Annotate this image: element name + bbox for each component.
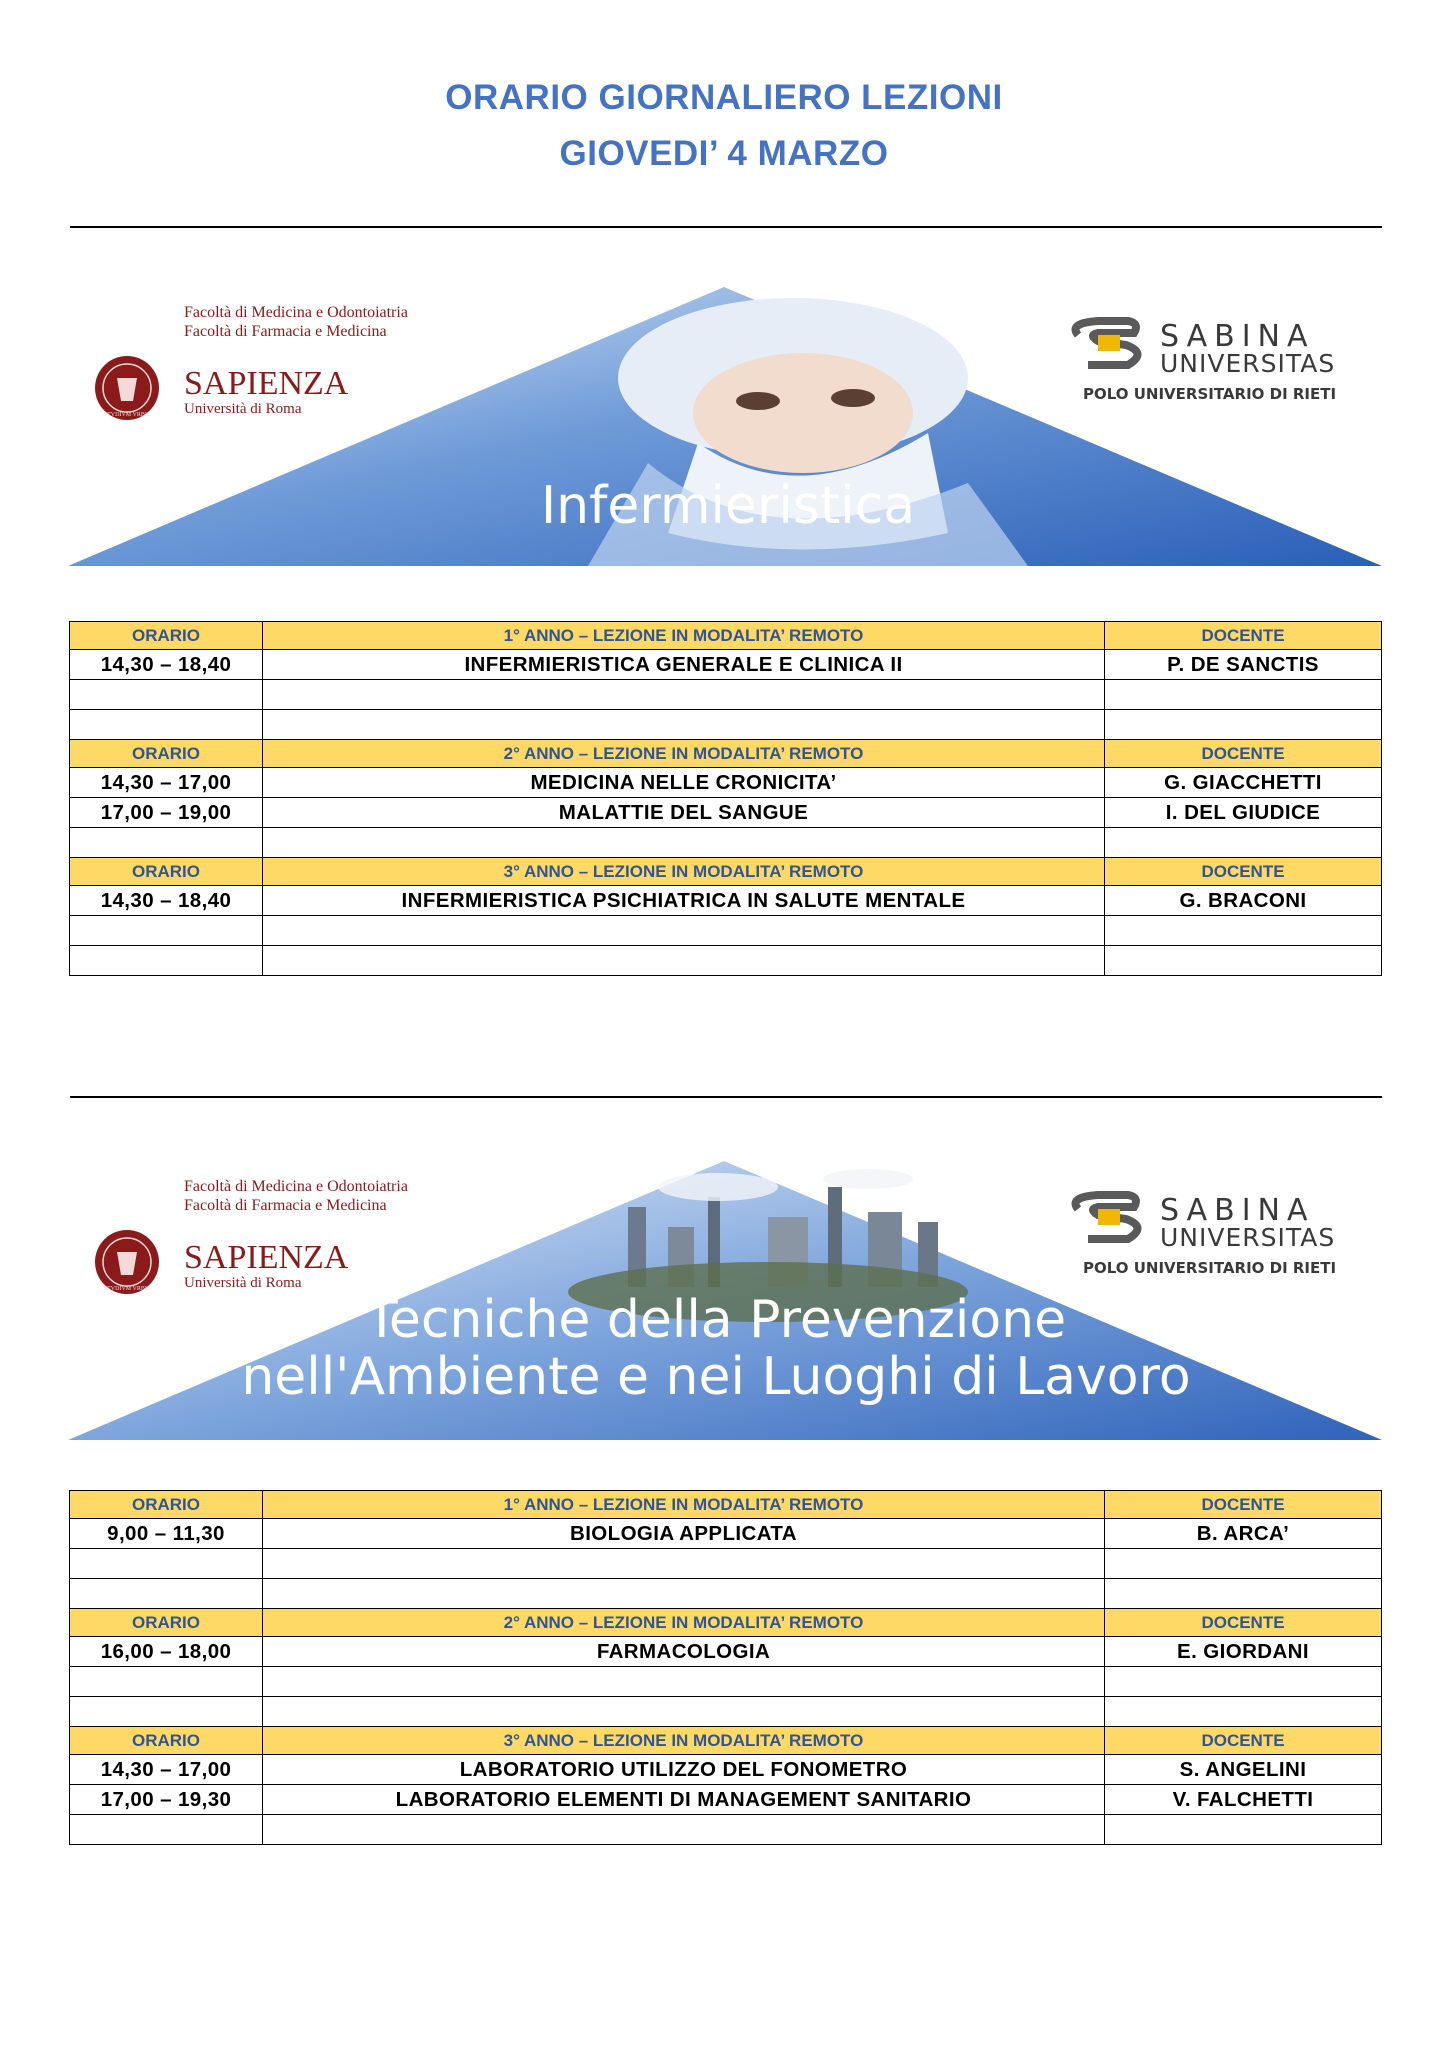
- sabina-logo: [1076, 1193, 1337, 1277]
- cell-orario: 14,30 – 18,40: [70, 886, 263, 916]
- header-orario: ORARIO: [70, 740, 263, 768]
- cell-docente: V. FALCHETTI: [1105, 1785, 1382, 1815]
- cell-docente: [1105, 710, 1382, 740]
- cell-orario: [70, 1549, 263, 1579]
- sapienza-subtitle: Università di Roma: [184, 1275, 302, 1291]
- header-anno: 2° ANNO – LEZIONE IN MODALITA’ REMOTO: [263, 1609, 1105, 1637]
- cell-orario: [70, 946, 263, 976]
- banner-tecniche-prevenzione: [68, 1157, 1382, 1440]
- table-header-row: [70, 622, 1382, 650]
- table-row: [70, 946, 1382, 976]
- sapienza-name: SAPIENZA: [184, 1239, 349, 1276]
- cell-orario: [70, 1579, 263, 1609]
- cell-lezione: [263, 916, 1105, 946]
- header-docente: DOCENTE: [1105, 1491, 1382, 1519]
- sapienza-name: SAPIENZA: [184, 365, 349, 402]
- book-icon: [1098, 335, 1120, 351]
- cell-lezione: [263, 1667, 1105, 1697]
- header-anno: 3° ANNO – LEZIONE IN MODALITA’ REMOTO: [263, 858, 1105, 886]
- table-row: [70, 1579, 1382, 1609]
- sapienza-logo: [95, 304, 408, 420]
- cell-docente: [1105, 1667, 1382, 1697]
- cell-lezione: [263, 680, 1105, 710]
- cell-docente: [1105, 1579, 1382, 1609]
- cell-orario: 14,30 – 17,00: [70, 768, 263, 798]
- header-orario: ORARIO: [70, 858, 263, 886]
- header-docente: DOCENTE: [1105, 1609, 1382, 1637]
- table-row: [70, 650, 1382, 680]
- cell-docente: [1105, 1815, 1382, 1845]
- cell-docente: P. DE SANCTIS: [1105, 650, 1382, 680]
- cell-orario: [70, 916, 263, 946]
- banner-title-line1: Tecniche della Prevenzione: [365, 1290, 1067, 1350]
- cell-docente: [1105, 1549, 1382, 1579]
- header-docente: DOCENTE: [1105, 622, 1382, 650]
- header-docente: DOCENTE: [1105, 1727, 1382, 1755]
- header-anno: 2° ANNO – LEZIONE IN MODALITA’ REMOTO: [263, 740, 1105, 768]
- cell-docente: B. ARCA’: [1105, 1519, 1382, 1549]
- cell-docente: [1105, 946, 1382, 976]
- cell-orario: 14,30 – 17,00: [70, 1755, 263, 1785]
- header-orario: ORARIO: [70, 1727, 263, 1755]
- cell-lezione: [263, 1579, 1105, 1609]
- banner-infermieristica: [68, 283, 1382, 566]
- sapienza-logo: [95, 1178, 408, 1294]
- header-docente: DOCENTE: [1105, 858, 1382, 886]
- table-row: [70, 1549, 1382, 1579]
- faculty-line1: Facoltà di Medicina e Odontoiatria: [184, 304, 408, 321]
- cell-lezione: LABORATORIO UTILIZZO DEL FONOMETRO: [263, 1755, 1105, 1785]
- sabina-universitas: UNIVERSITAS: [1160, 349, 1336, 378]
- cell-lezione: [263, 1697, 1105, 1727]
- cell-orario: [70, 1667, 263, 1697]
- header-orario: ORARIO: [70, 1491, 263, 1519]
- table-row: [70, 1667, 1382, 1697]
- table-row: [70, 1519, 1382, 1549]
- cell-docente: [1105, 828, 1382, 858]
- table-row: [70, 1815, 1382, 1845]
- sabina-universitas: UNIVERSITAS: [1160, 1223, 1336, 1252]
- table-row: [70, 798, 1382, 828]
- header-anno: 3° ANNO – LEZIONE IN MODALITA’ REMOTO: [263, 1727, 1105, 1755]
- cell-lezione: FARMACOLOGIA: [263, 1637, 1105, 1667]
- cell-orario: [70, 828, 263, 858]
- table-row: [70, 1637, 1382, 1667]
- table-header-row: [70, 1609, 1382, 1637]
- cell-lezione: BIOLOGIA APPLICATA: [263, 1519, 1105, 1549]
- faculty-line1: Facoltà di Medicina e Odontoiatria: [184, 1178, 408, 1195]
- cell-docente: [1105, 916, 1382, 946]
- cell-lezione: [263, 828, 1105, 858]
- cell-docente: G. BRACONI: [1105, 886, 1382, 916]
- table-row: [70, 828, 1382, 858]
- header-docente: DOCENTE: [1105, 740, 1382, 768]
- cell-lezione: [263, 710, 1105, 740]
- cell-docente: G. GIACCHETTI: [1105, 768, 1382, 798]
- cell-orario: [70, 680, 263, 710]
- page-title-line2: GIOVEDI’ 4 MARZO: [559, 134, 889, 173]
- cell-docente: [1105, 1697, 1382, 1727]
- divider-middle: [70, 1096, 1382, 1098]
- header-anno: 1° ANNO – LEZIONE IN MODALITA’ REMOTO: [263, 622, 1105, 650]
- table-header-row: [70, 740, 1382, 768]
- banner-title: Infermieristica: [540, 476, 916, 536]
- cell-orario: 17,00 – 19,30: [70, 1785, 263, 1815]
- cell-orario: 16,00 – 18,00: [70, 1637, 263, 1667]
- divider-top: [70, 226, 1382, 228]
- schedule-table-infermieristica: [69, 621, 1382, 976]
- cell-lezione: MALATTIE DEL SANGUE: [263, 798, 1105, 828]
- cell-docente: S. ANGELINI: [1105, 1755, 1382, 1785]
- table-row: [70, 1755, 1382, 1785]
- cell-lezione: LABORATORIO ELEMENTI DI MANAGEMENT SANITARIO: [263, 1785, 1105, 1815]
- cell-orario: [70, 710, 263, 740]
- page-title-line1: ORARIO GIORNALIERO LEZIONI: [445, 78, 1003, 117]
- sabina-polo: POLO UNIVERSITARIO DI RIETI: [1083, 385, 1337, 403]
- cell-lezione: [263, 946, 1105, 976]
- table-row: [70, 768, 1382, 798]
- cell-lezione: INFERMIERISTICA PSICHIATRICA IN SALUTE MENTALE: [263, 886, 1105, 916]
- table-header-row: [70, 1727, 1382, 1755]
- header-orario: ORARIO: [70, 1609, 263, 1637]
- sabina-logo: [1076, 319, 1337, 403]
- cell-lezione: MEDICINA NELLE CRONICITA’: [263, 768, 1105, 798]
- sabina-name: SABINA: [1160, 319, 1315, 354]
- header-orario: ORARIO: [70, 622, 263, 650]
- header-anno: 1° ANNO – LEZIONE IN MODALITA’ REMOTO: [263, 1491, 1105, 1519]
- cell-docente: I. DEL GIUDICE: [1105, 798, 1382, 828]
- table-header-row: [70, 1491, 1382, 1519]
- cell-orario: 14,30 – 18,40: [70, 650, 263, 680]
- schedule-table-tecniche-prevenzione: [69, 1490, 1382, 1845]
- cell-docente: [1105, 680, 1382, 710]
- sabina-polo: POLO UNIVERSITARIO DI RIETI: [1083, 1259, 1337, 1277]
- banner-title-line2: nell'Ambiente e nei Luoghi di Lavoro: [241, 1347, 1191, 1407]
- cell-orario: 9,00 – 11,30: [70, 1519, 263, 1549]
- faculty-line2: Facoltà di Farmacia e Medicina: [184, 1197, 387, 1214]
- table-row: [70, 886, 1382, 916]
- book-icon: [1098, 1209, 1120, 1225]
- cell-orario: [70, 1815, 263, 1845]
- table-header-row: [70, 858, 1382, 886]
- sapienza-subtitle: Università di Roma: [184, 401, 302, 417]
- seal-text: STVDIVM VRBIS: [103, 1286, 151, 1292]
- table-row: [70, 680, 1382, 710]
- table-row: [70, 710, 1382, 740]
- table-row: [70, 1697, 1382, 1727]
- sabina-name: SABINA: [1160, 1193, 1315, 1228]
- cell-orario: 17,00 – 19,00: [70, 798, 263, 828]
- cell-lezione: [263, 1815, 1105, 1845]
- cell-lezione: INFERMIERISTICA GENERALE E CLINICA II: [263, 650, 1105, 680]
- cell-lezione: [263, 1549, 1105, 1579]
- table-row: [70, 1785, 1382, 1815]
- faculty-line2: Facoltà di Farmacia e Medicina: [184, 323, 387, 340]
- seal-text: STVDIVM VRBIS: [103, 412, 151, 418]
- table-row: [70, 916, 1382, 946]
- cell-orario: [70, 1697, 263, 1727]
- cell-docente: E. GIORDANI: [1105, 1637, 1382, 1667]
